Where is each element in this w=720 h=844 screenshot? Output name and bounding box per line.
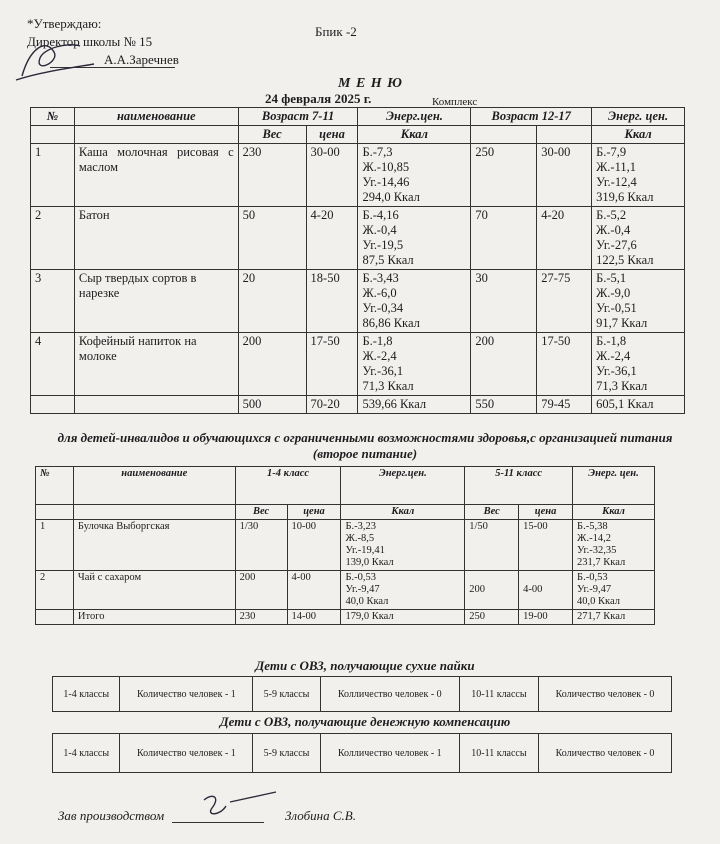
- total-energy-7-11: 539,66 Ккал: [358, 396, 471, 414]
- col-energy-header-2: Энерг. цен.: [573, 467, 655, 505]
- total-row: [36, 610, 655, 625]
- row-number: 4: [31, 333, 75, 396]
- total-energy-1-4: 179,0 Ккал: [341, 610, 465, 625]
- total-energy-5-11: 271,7 Ккал: [573, 610, 655, 625]
- grade-10-11-label: 10-11 классы: [459, 677, 538, 712]
- total-label: Итого: [73, 610, 235, 625]
- table-row: [31, 270, 685, 333]
- price-1-4: 10-00: [287, 520, 341, 571]
- total-row: [31, 396, 685, 414]
- table-row: [31, 144, 685, 207]
- col-weight-header: Вес: [238, 126, 306, 144]
- total-weight-12-17: 550: [471, 396, 537, 414]
- col-age-12-17-header: Возраст 12-17: [471, 108, 592, 126]
- row-number: 2: [36, 571, 74, 610]
- col-energy-header-1: Энерг.цен.: [341, 467, 465, 505]
- price-7-11: 30-00: [306, 144, 358, 207]
- price-7-11: 17-50: [306, 333, 358, 396]
- table-row: [31, 333, 685, 396]
- dry-rations-table: [52, 676, 672, 712]
- weight-7-11: 200: [238, 333, 306, 396]
- col-age-7-11-header: Возраст 7-11: [238, 108, 358, 126]
- col-price-header-2: цена: [519, 505, 573, 520]
- footer-name: Злобина С.В.: [285, 808, 356, 823]
- grade-10-11-count: Количество человек - 0: [539, 677, 672, 712]
- price-12-17: 27-75: [537, 270, 592, 333]
- energy-7-11: Б.-7,3 Ж.-10,85 Уг.-14,46 294,0 Ккал: [358, 144, 471, 207]
- grade-1-4-count: Количество человек - 1: [120, 677, 253, 712]
- blank-number: Бпик -2: [315, 24, 357, 39]
- price-1-4: 4-00: [287, 571, 341, 610]
- col-weight-header-1: Вес: [235, 505, 287, 520]
- col-price-header-1: цена: [287, 505, 341, 520]
- col-grade-1-4-header: 1-4 класс: [235, 467, 341, 505]
- energy-5-11: Б.-0,53 Уг.-9,47 40,0 Ккал: [573, 571, 655, 610]
- section4-heading: Дети с ОВЗ, получающие денежную компенсацию: [219, 714, 511, 729]
- price-5-11: 4-00: [519, 571, 573, 610]
- complex-label: Комплекс: [432, 96, 478, 108]
- energy-12-17: Б.-5,1 Ж.-9,0 Уг.-0,51 91,7 Ккал: [592, 270, 685, 333]
- section3-heading: Дети с ОВЗ, получающие сухие пайки: [255, 658, 475, 673]
- weight-12-17: 70: [471, 207, 537, 270]
- col-kcal-header-1: Ккал: [358, 126, 471, 144]
- weight-7-11: 50: [238, 207, 306, 270]
- total-price-7-11: 70-20: [306, 396, 358, 414]
- manager-signature: [190, 786, 280, 826]
- total-price-12-17: 79-45: [537, 396, 592, 414]
- col-energy-header-1: Энерг.цен.: [358, 108, 471, 126]
- price-12-17: 30-00: [537, 144, 592, 207]
- dish-name: Чай с сахаром: [73, 571, 235, 610]
- col-kcal-header-2: Ккал: [592, 126, 685, 144]
- energy-1-4: Б.-3,23 Ж.-8,5 Уг.-19,41 139,0 Ккал: [341, 520, 465, 571]
- row-number: 2: [31, 207, 75, 270]
- approval-signer: А.А.Заречнев: [104, 52, 179, 67]
- weight-1-4: 1/30: [235, 520, 287, 571]
- weight-5-11: 200: [465, 571, 519, 610]
- second-meal-table: [35, 466, 655, 625]
- col-number-header: №: [36, 467, 74, 505]
- grade-1-4-count: Количество человек - 1: [120, 734, 253, 773]
- footer-position: Зав производством: [58, 808, 165, 823]
- weight-12-17: 200: [471, 333, 537, 396]
- total-weight-7-11: 500: [238, 396, 306, 414]
- menu-date: 24 февраля 2025 г.: [265, 91, 372, 106]
- total-price-5-11: 19-00: [519, 610, 573, 625]
- main-menu-table: [30, 107, 685, 414]
- col-price-header: цена: [306, 126, 358, 144]
- section2-heading: для детей-инвалидов и обучающихся с ограниченными возможностями здоровья,с организацией питания (второе питание): [57, 430, 673, 461]
- approval-line2: Директор школы № 15: [27, 34, 153, 49]
- total-weight-5-11: 250: [465, 610, 519, 625]
- energy-7-11: Б.-1,8 Ж.-2,4 Уг.-36,1 71,3 Ккал: [358, 333, 471, 396]
- weight-12-17: 250: [471, 144, 537, 207]
- total-energy-12-17: 605,1 Ккал: [592, 396, 685, 414]
- grade-1-4-label: 1-4 классы: [53, 677, 120, 712]
- col-weight-header-2: Вес: [465, 505, 519, 520]
- approval-line1: *Утверждаю:: [27, 16, 102, 31]
- energy-12-17: Б.-7,9 Ж.-11,1 Уг.-12,4 319,6 Ккал: [592, 144, 685, 207]
- director-signature: [10, 28, 100, 86]
- row-number: 1: [36, 520, 74, 571]
- grade-5-9-label: 5-9 классы: [253, 677, 320, 712]
- dish-name: Кофейный напиток на молоке: [74, 333, 238, 396]
- row-number: 1: [31, 144, 75, 207]
- price-5-11: 15-00: [519, 520, 573, 571]
- energy-12-17: Б.-1,8 Ж.-2,4 Уг.-36,1 71,3 Ккал: [592, 333, 685, 396]
- energy-5-11: Б.-5,38 Ж.-14,2 Уг.-32,35 231,7 Ккал: [573, 520, 655, 571]
- col-kcal-header-1: Ккал: [341, 505, 465, 520]
- grade-10-11-label: 10-11 классы: [459, 734, 538, 773]
- dish-name: Булочка Выборгская: [73, 520, 235, 571]
- grade-5-9-label: 5-9 классы: [253, 734, 320, 773]
- monetary-compensation-table: [52, 733, 672, 773]
- weight-7-11: 20: [238, 270, 306, 333]
- table-row: [36, 520, 655, 571]
- col-kcal-header-2: Ккал: [573, 505, 655, 520]
- total-weight-1-4: 230: [235, 610, 287, 625]
- col-energy-header-2: Энерг. цен.: [592, 108, 685, 126]
- dish-name: Батон: [74, 207, 238, 270]
- energy-7-11: Б.-4,16 Ж.-0,4 Уг.-19,5 87,5 Ккал: [358, 207, 471, 270]
- energy-1-4: Б.-0,53 Уг.-9,47 40,0 Ккал: [341, 571, 465, 610]
- price-12-17: 17-50: [537, 333, 592, 396]
- dish-name: Каша молочная рисовая с маслом: [74, 144, 238, 207]
- total-price-1-4: 14-00: [287, 610, 341, 625]
- weight-1-4: 200: [235, 571, 287, 610]
- table-row: [31, 207, 685, 270]
- row-number: 3: [31, 270, 75, 333]
- col-number-header: №: [31, 108, 75, 126]
- weight-7-11: 230: [238, 144, 306, 207]
- col-grade-5-11-header: 5-11 класс: [465, 467, 573, 505]
- grade-5-9-count: Колличество человек - 0: [320, 677, 459, 712]
- dish-name: Сыр твердых сортов в нарезке: [74, 270, 238, 333]
- menu-title: М Е Н Ю: [338, 76, 403, 91]
- weight-5-11: 1/50: [465, 520, 519, 571]
- col-name-header: наименование: [73, 467, 235, 505]
- energy-7-11: Б.-3,43 Ж.-6,0 Уг.-0,34 86,86 Ккал: [358, 270, 471, 333]
- price-7-11: 4-20: [306, 207, 358, 270]
- grade-10-11-count: Количество человек - 0: [539, 734, 672, 773]
- price-7-11: 18-50: [306, 270, 358, 333]
- grade-5-9-count: Колличество человек - 1: [320, 734, 459, 773]
- grade-1-4-label: 1-4 классы: [53, 734, 120, 773]
- energy-12-17: Б.-5,2 Ж.-0,4 Уг.-27,6 122,5 Ккал: [592, 207, 685, 270]
- table-row: [36, 571, 655, 610]
- weight-12-17: 30: [471, 270, 537, 333]
- col-name-header: наименование: [74, 108, 238, 126]
- price-12-17: 4-20: [537, 207, 592, 270]
